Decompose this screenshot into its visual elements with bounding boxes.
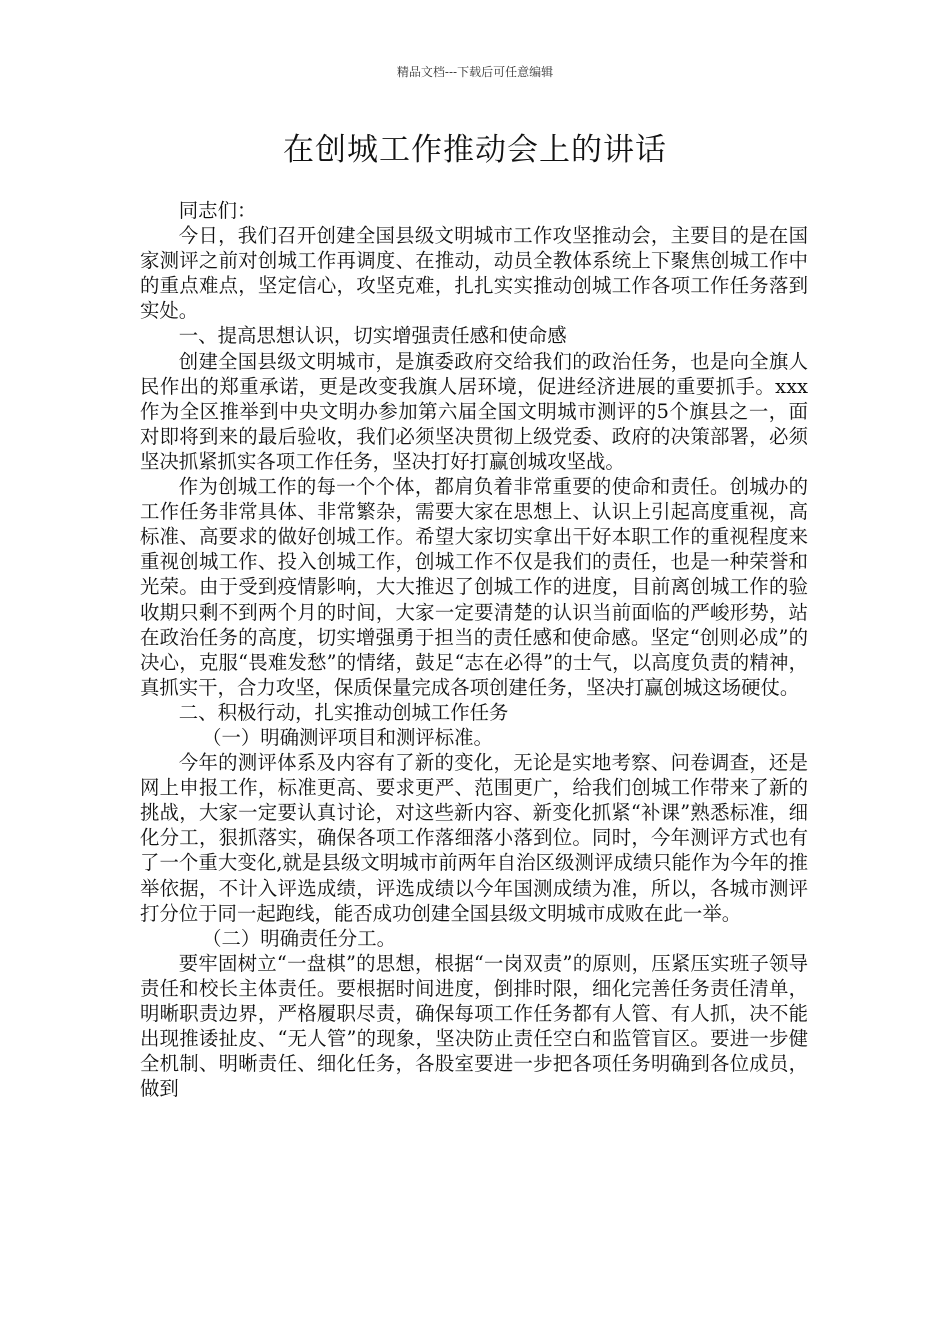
- section-heading-2: 二、积极行动，扎实推动创城工作任务: [178, 700, 509, 724]
- paragraph: 创建全国县级文明城市，是旗委政府交给我们的政治任务，也是向全旗人民作出的郑重承诺，更是改变我旗人居环境，促进经济进展的重要抓手。xxx作为全区推举到中央文明办参加第六届全国文明城市测评的5个旗县之一，面对即将到来的最后验收，我们必须坚决贯彻上级党委、政府的决策部署，必须坚决抓紧抓实各项工作任务，坚决打好打赢创城攻坚战。: [140, 349, 808, 473]
- paragraph: 作为创城工作的每一个个体，都肩负着非常重要的使命和责任。创城办的工作任务非常具体、非常繁杂，需要大家在思想上、认识上引起高度重视，高标准、高要求的做好创城工作。希望大家切实拿出干好本职工作的重视程度来重视创城工作、投入创城工作，创城工作不仅是我们的责任，也是一种荣誉和光荣。由于受到疫情影响，大大推迟了创城工作的进度，目前离创城工作的验收期只剩不到两个月的时间，大家一定要清楚的认识当前面临的严峻形势，站在政治任务的高度，切实增强勇于担当的责任感和使命感。坚定“创则必成”的决心，克服“畏难发愁”的情绪，鼓足“志在必得”的士气，以高度负责的精神，真抓实干，合力攻坚，保质保量完成各项创建任务，坚决打赢创城这场硬仗。: [140, 475, 808, 699]
- paragraph-intro: 今日，我们召开创建全国县级文明城市工作攻坚推动会，主要目的是在国家测评之前对创城工作再调度、在推动，动员全教体系统上下聚焦创城工作中的重点难点，坚定信心，攻坚克难，扎扎实实推动创城工作各项工作任务落到实处。: [140, 224, 808, 323]
- subsection-heading-2: （二）明确责任分工。: [202, 926, 396, 950]
- section-heading-1: 一、提高思想认识，切实增强责任感和使命感: [178, 324, 567, 348]
- paragraph: 要牢固树立“一盘棋”的思想，根据“一岗双责”的原则，压紧压实班子领导责任和校长主体责任。要根据时间进度，倒排时限，细化完善任务责任清单，明晰职责边界，严格履职尽责，确保每项工作任务都有人管、有人抓，决不能出现推诿扯皮、“无人管”的现象，坚决防止责任空白和监管盲区。要进一步健全机制、明晰责任、细化任务，各股室要进一步把各项任务明确到各位成员，做到: [140, 951, 808, 1101]
- subsection-heading-1: （一）明确测评项目和测评标准。: [202, 725, 493, 749]
- page-header: 精品文档---下载后可任意编辑: [396, 65, 554, 79]
- salutation: 同志们：: [178, 199, 257, 222]
- document-body: [140, 198, 808, 1101]
- document-title: 在创城工作推动会上的讲话: [283, 132, 667, 168]
- paragraph: 今年的测评体系及内容有了新的变化，无论是实地考察、问卷调查，还是网上申报工作，标准更高、要求更严、范围更广，给我们创城工作带来了新的挑战，大家一定要认真讨论，对这些新内容、新变化抓紧“补课”熟悉标准，细化分工，狠抓落实，确保各项工作落细落小落到位。同时，今年测评方式也有了一个重大变化,就是县级文明城市前两年自治区级测评成绩只能作为今年的推举依据，不计入评选成绩，评选成绩以今年国测成绩为准，所以，各城市测评打分位于同一起跑线，能否成功创建全国县级文明城市成败在此一举。: [140, 751, 808, 925]
